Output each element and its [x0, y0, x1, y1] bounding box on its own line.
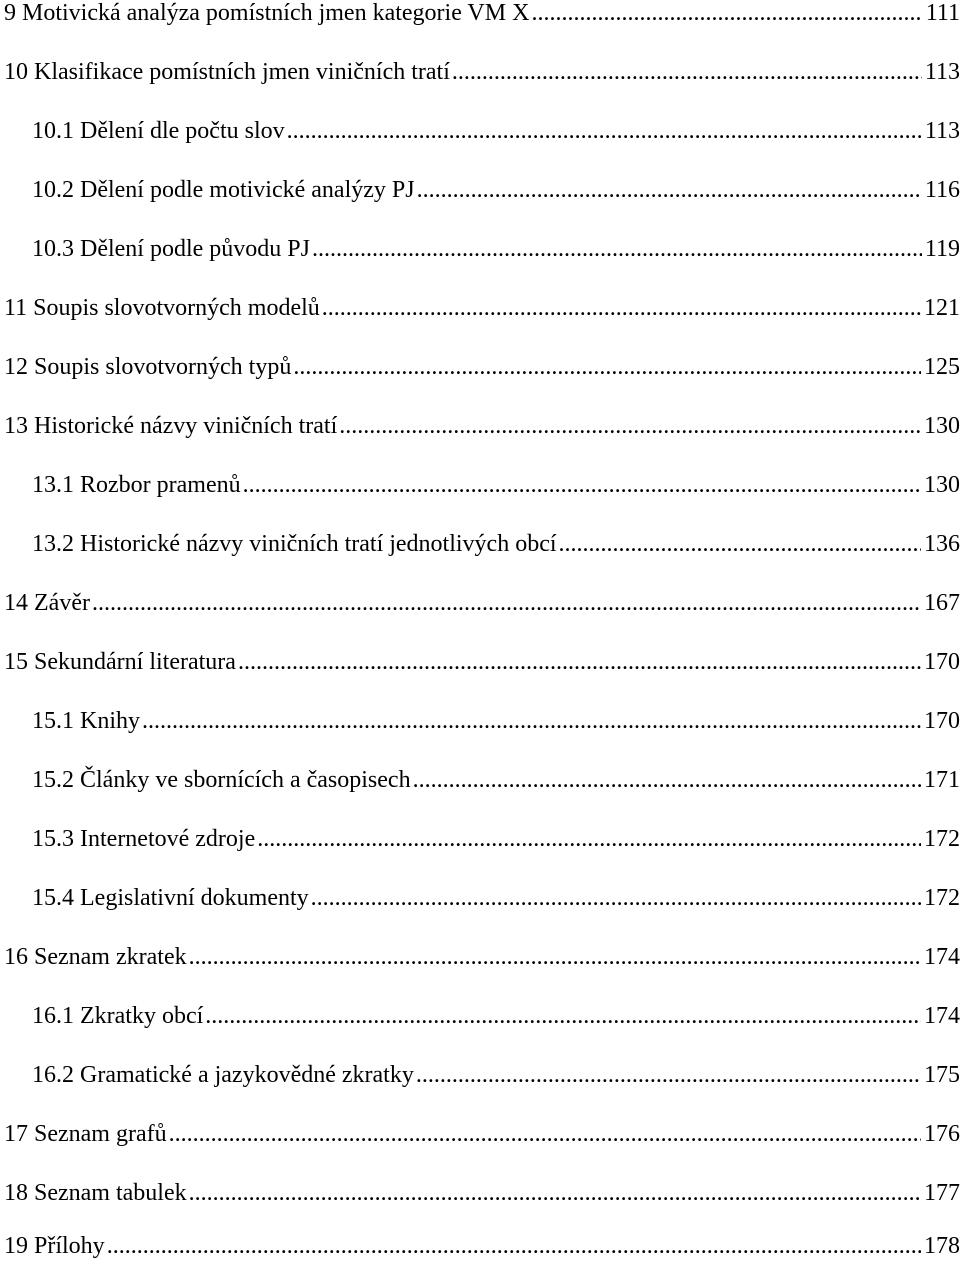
toc-entry[interactable] — [0, 52, 960, 92]
toc-entry-title: 17 Seznam grafů — [4, 1121, 167, 1147]
toc-entry-title: 15.3 Internetové zdroje — [32, 826, 256, 852]
toc-entry[interactable] — [0, 170, 960, 210]
toc-dot-leader — [169, 1114, 921, 1154]
toc-page-number: 125 — [924, 354, 960, 380]
toc-dot-leader — [452, 52, 922, 92]
toc-entry-title: 16.2 Gramatické a jazykovědné zkratky — [32, 1062, 414, 1088]
toc-dot-leader — [243, 465, 921, 505]
toc-entry-title: 13.2 Historické názvy viničních tratí jednotlivých obcí — [32, 531, 557, 557]
toc-page-number: 167 — [924, 590, 960, 616]
toc-page-number: 136 — [924, 531, 960, 557]
toc-entry-title: 15 Sekundární literatura — [4, 649, 236, 675]
toc-entry[interactable] — [0, 288, 960, 328]
toc-dot-leader — [559, 524, 921, 564]
toc-entry[interactable] — [0, 465, 960, 505]
toc-entry[interactable] — [0, 524, 960, 564]
toc-entry[interactable] — [0, 819, 960, 859]
toc-page-number: 172 — [924, 826, 960, 852]
toc-entry-title: 16 Seznam zkratek — [4, 944, 187, 970]
toc-entry-title: 13.1 Rozbor pramenů — [32, 472, 241, 498]
toc-dot-leader — [189, 1173, 921, 1213]
toc-page-number: 130 — [924, 413, 960, 439]
toc-page-number: 177 — [924, 1180, 960, 1206]
toc-entry[interactable] — [0, 996, 960, 1036]
toc-page-number: 111 — [925, 0, 960, 26]
toc-entry[interactable] — [0, 642, 960, 682]
toc-entry-title: 19 Přílohy — [4, 1233, 105, 1259]
toc-entry[interactable] — [0, 229, 960, 269]
toc-dot-leader — [312, 229, 922, 269]
toc-page-number: 116 — [924, 177, 960, 203]
toc-dot-leader — [531, 0, 922, 33]
toc-entry[interactable] — [0, 878, 960, 918]
toc-entry[interactable] — [0, 0, 960, 33]
toc-entry[interactable] — [0, 406, 960, 446]
toc-dot-leader — [92, 583, 921, 623]
toc-dot-leader — [417, 170, 922, 210]
toc-entry-title: 15.4 Legislativní dokumenty — [32, 885, 309, 911]
toc-page-number: 113 — [924, 59, 960, 85]
toc-entry-title: 15.1 Knihy — [32, 708, 140, 734]
toc-entry-title: 13 Historické názvy viničních tratí — [4, 413, 338, 439]
toc-entry[interactable] — [0, 1055, 960, 1095]
toc-entry[interactable] — [0, 701, 960, 741]
toc-dot-leader — [413, 760, 921, 800]
toc-page-number: 170 — [924, 649, 960, 675]
toc-entry[interactable] — [0, 1173, 960, 1213]
toc-page-number: 175 — [924, 1062, 960, 1088]
toc-dot-leader — [322, 288, 921, 328]
toc-page-number: 172 — [924, 885, 960, 911]
toc-page-number: 119 — [924, 236, 960, 262]
toc-entry-title: 15.2 Články ve sbornících a časopisech — [32, 767, 411, 793]
toc-page-number: 176 — [924, 1121, 960, 1147]
toc-page-number: 171 — [924, 767, 960, 793]
toc-entry[interactable] — [0, 760, 960, 800]
toc-dot-leader — [107, 1226, 921, 1266]
toc-entry[interactable] — [0, 111, 960, 151]
toc-entry[interactable] — [0, 583, 960, 623]
toc-page-number: 174 — [924, 944, 960, 970]
toc-page-number: 121 — [924, 295, 960, 321]
toc-dot-leader — [339, 406, 921, 446]
toc-entry[interactable] — [0, 347, 960, 387]
toc-page-number: 170 — [924, 708, 960, 734]
toc-dot-leader — [142, 701, 921, 741]
toc-entry-title: 10.2 Dělení podle motivické analýzy PJ — [32, 177, 415, 203]
toc-dot-leader — [293, 347, 921, 387]
toc-dot-leader — [238, 642, 921, 682]
toc-entry-title: 14 Závěr — [4, 590, 90, 616]
toc-entry-title: 9 Motivická analýza pomístních jmen kategorie VM X — [4, 0, 530, 26]
toc-dot-leader — [257, 819, 921, 859]
toc-dot-leader — [311, 878, 921, 918]
toc-dot-leader — [287, 111, 922, 151]
toc-dot-leader — [189, 937, 921, 977]
toc-entry[interactable] — [0, 937, 960, 977]
toc-entry-title: 10.1 Dělení dle počtu slov — [32, 118, 285, 144]
toc-entry-title: 11 Soupis slovotvorných modelů — [4, 295, 320, 321]
toc-page-number: 174 — [924, 1003, 960, 1029]
toc-entry-title: 10 Klasifikace pomístních jmen viničních tratí — [4, 59, 450, 85]
toc-page-number: 113 — [924, 118, 960, 144]
toc-entry-title: 18 Seznam tabulek — [4, 1180, 187, 1206]
toc-entry[interactable] — [0, 1226, 960, 1266]
toc-dot-leader — [205, 996, 921, 1036]
toc-entry-title: 12 Soupis slovotvorných typů — [4, 354, 292, 380]
toc-entry-title: 16.1 Zkratky obcí — [32, 1003, 204, 1029]
toc-page-number: 178 — [924, 1233, 960, 1259]
toc-dot-leader — [416, 1055, 921, 1095]
toc-page-number: 130 — [924, 472, 960, 498]
toc-entry[interactable] — [0, 1114, 960, 1154]
toc-entry-title: 10.3 Dělení podle původu PJ — [32, 236, 310, 262]
